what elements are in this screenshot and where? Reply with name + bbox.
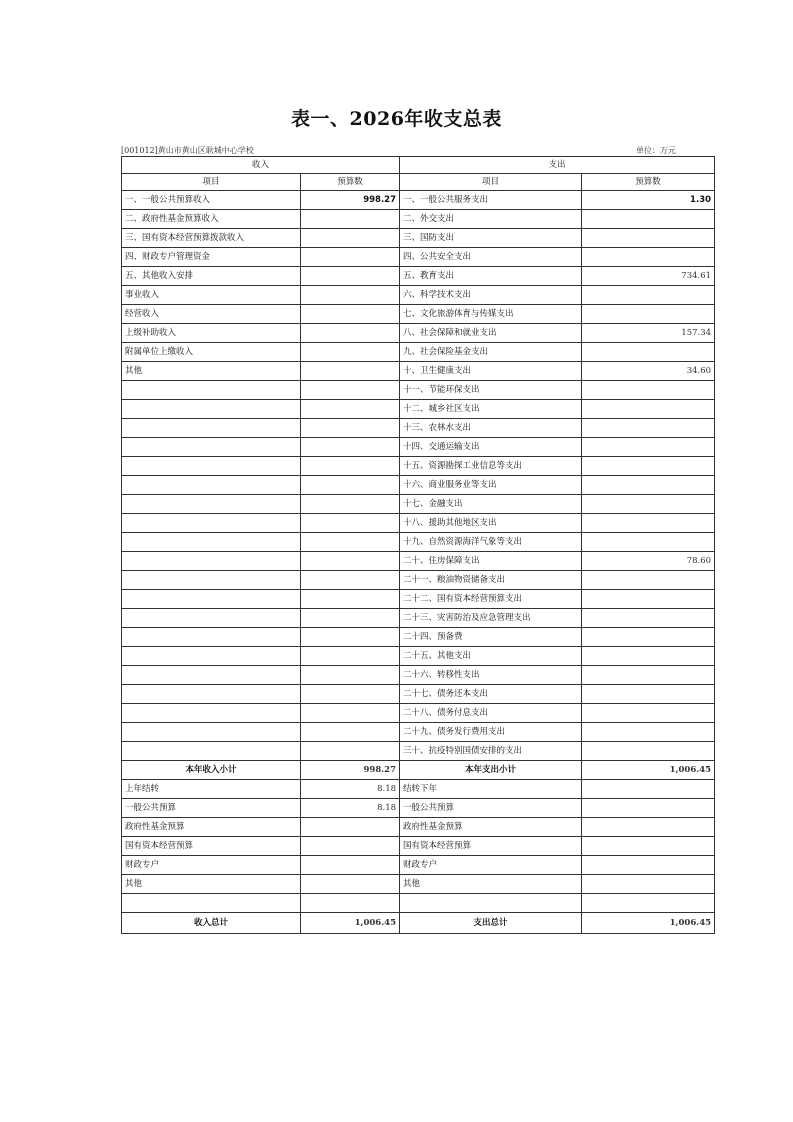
income-value-cell [301, 609, 400, 628]
income-item-cell: 一、一般公共预算收入 [122, 191, 301, 210]
expense-item-cell: 十六、商业服务业等支出 [400, 476, 582, 495]
income-carry-value [301, 818, 400, 837]
income-item-cell [122, 400, 301, 419]
expense-subtotal-label: 本年支出小计 [400, 761, 582, 780]
income-value-cell [301, 742, 400, 761]
table-row [122, 742, 715, 761]
income-value-cell [301, 267, 400, 286]
expense-item-cell: 二十六、转移性支出 [400, 666, 582, 685]
section-header-row [122, 157, 715, 174]
expense-value-cell [582, 419, 715, 438]
table-row [122, 419, 715, 438]
expense-item-cell: 五、教育支出 [400, 267, 582, 286]
income-value-cell: 998.27 [301, 191, 400, 210]
table-row [122, 704, 715, 723]
income-carry-value [301, 875, 400, 894]
expense-item-cell: 二十一、粮油物资储备支出 [400, 571, 582, 590]
expense-value-cell [582, 628, 715, 647]
organization-label: [001012]黄山市黄山区耿城中心学校 [121, 146, 254, 155]
income-item-cell [122, 571, 301, 590]
income-total-label: 收入总计 [122, 913, 301, 934]
expense-item-cell: 十八、援助其他地区支出 [400, 514, 582, 533]
income-item-cell [122, 495, 301, 514]
expense-value-cell [582, 381, 715, 400]
income-carry-value [301, 894, 400, 913]
income-budget-header: 预算数 [301, 174, 400, 191]
expense-value-cell [582, 248, 715, 267]
income-value-cell [301, 324, 400, 343]
table-row [122, 590, 715, 609]
expense-total-label: 支出总计 [400, 913, 582, 934]
income-item-cell [122, 514, 301, 533]
table-row [122, 685, 715, 704]
income-value-cell [301, 476, 400, 495]
expense-item-cell: 十五、资源勘探工业信息等支出 [400, 457, 582, 476]
income-value-cell [301, 723, 400, 742]
expense-total-value: 1,006.45 [582, 913, 715, 934]
income-value-cell [301, 685, 400, 704]
expense-carry-value [582, 818, 715, 837]
expense-value-cell [582, 343, 715, 362]
expense-carry-label [400, 894, 582, 913]
table-row [122, 381, 715, 400]
expense-carry-label: 其他 [400, 875, 582, 894]
table-row [122, 514, 715, 533]
income-subtotal-label: 本年收入小计 [122, 761, 301, 780]
income-item-cell [122, 647, 301, 666]
expense-item-cell: 二十、住房保障支出 [400, 552, 582, 571]
income-value-cell [301, 286, 400, 305]
expense-budget-header: 预算数 [582, 174, 715, 191]
income-carry-label [122, 894, 301, 913]
table-row [122, 818, 715, 837]
expense-value-cell [582, 742, 715, 761]
expense-item-cell: 二十三、灾害防治及应急管理支出 [400, 609, 582, 628]
income-item-cell [122, 685, 301, 704]
income-item-cell: 三、国有资本经营预算拨款收入 [122, 229, 301, 248]
income-item-cell [122, 381, 301, 400]
income-item-cell: 事业收入 [122, 286, 301, 305]
budget-summary-table [121, 156, 715, 934]
expense-item-cell: 七、文化旅游体育与传媒支出 [400, 305, 582, 324]
income-carry-label: 政府性基金预算 [122, 818, 301, 837]
expense-item-cell: 二十七、债务还本支出 [400, 685, 582, 704]
table-row [122, 400, 715, 419]
income-value-cell [301, 552, 400, 571]
income-value-cell [301, 305, 400, 324]
table-row [122, 229, 715, 248]
expense-value-cell: 78.60 [582, 552, 715, 571]
expense-carry-value [582, 875, 715, 894]
income-carry-label: 其他 [122, 875, 301, 894]
expense-carry-value [582, 799, 715, 818]
expense-carry-value [582, 856, 715, 875]
income-carry-value [301, 837, 400, 856]
expense-header: 支出 [400, 157, 715, 174]
income-item-cell: 二、政府性基金预算收入 [122, 210, 301, 229]
column-header-row [122, 174, 715, 191]
income-value-cell [301, 400, 400, 419]
income-item-cell: 五、其他收入安排 [122, 267, 301, 286]
expense-value-cell: 157.34 [582, 324, 715, 343]
income-carry-label: 上年结转 [122, 780, 301, 799]
table-row [122, 533, 715, 552]
table-row [122, 666, 715, 685]
expense-value-cell [582, 400, 715, 419]
table-row [122, 571, 715, 590]
income-value-cell [301, 362, 400, 381]
unit-label: 单位：万元 [636, 146, 676, 155]
expense-value-cell: 734.61 [582, 267, 715, 286]
expense-item-cell: 二十二、国有资本经营预算支出 [400, 590, 582, 609]
income-item-cell: 四、财政专户管理资金 [122, 248, 301, 267]
expense-value-cell [582, 685, 715, 704]
income-value-cell [301, 248, 400, 267]
expense-value-cell [582, 666, 715, 685]
income-item-cell [122, 457, 301, 476]
expense-item-cell: 十二、城乡社区支出 [400, 400, 582, 419]
income-item-cell [122, 476, 301, 495]
table-row [122, 191, 715, 210]
table-row [122, 761, 715, 780]
income-value-cell [301, 533, 400, 552]
income-value-cell [301, 704, 400, 723]
table-row [122, 647, 715, 666]
table-row [122, 343, 715, 362]
table-row [122, 248, 715, 267]
expense-carry-label: 国有资本经营预算 [400, 837, 582, 856]
income-item-cell [122, 628, 301, 647]
income-value-cell [301, 438, 400, 457]
table-row [122, 286, 715, 305]
table-row [122, 837, 715, 856]
expense-carry-label: 政府性基金预算 [400, 818, 582, 837]
income-item-cell [122, 742, 301, 761]
expense-carry-value [582, 894, 715, 913]
income-value-cell [301, 571, 400, 590]
expense-value-cell: 34.60 [582, 362, 715, 381]
table-row [122, 894, 715, 913]
expense-item-cell: 三、国防支出 [400, 229, 582, 248]
expense-value-cell [582, 723, 715, 742]
income-carry-value: 8.18 [301, 799, 400, 818]
income-value-cell [301, 457, 400, 476]
expense-value-cell [582, 571, 715, 590]
income-value-cell [301, 343, 400, 362]
expense-item-cell: 十四、交通运输支出 [400, 438, 582, 457]
income-item-cell [122, 590, 301, 609]
table-row [122, 780, 715, 799]
expense-value-cell [582, 476, 715, 495]
income-item-cell: 经营收入 [122, 305, 301, 324]
table-row [122, 723, 715, 742]
expense-item-cell: 三十、抗疫特别国债安排的支出 [400, 742, 582, 761]
income-value-cell [301, 419, 400, 438]
expense-item-cell: 十一、节能环保支出 [400, 381, 582, 400]
income-item-cell: 其他 [122, 362, 301, 381]
expense-value-cell [582, 438, 715, 457]
income-item-cell [122, 723, 301, 742]
income-item-cell [122, 552, 301, 571]
table-row [122, 552, 715, 571]
expense-value-cell [582, 533, 715, 552]
expense-item-cell: 八、社会保障和就业支出 [400, 324, 582, 343]
expense-item-cell: 二十九、债务发行费用支出 [400, 723, 582, 742]
expense-value-cell [582, 609, 715, 628]
page-title: 表一、2026年收支总表 [291, 108, 502, 130]
income-carry-value [301, 856, 400, 875]
income-carry-value: 8.18 [301, 780, 400, 799]
income-subtotal-value: 998.27 [301, 761, 400, 780]
table-row [122, 305, 715, 324]
expense-item-cell: 二、外交支出 [400, 210, 582, 229]
expense-carry-value [582, 780, 715, 799]
income-value-cell [301, 628, 400, 647]
income-item-cell [122, 438, 301, 457]
table-row [122, 267, 715, 286]
income-value-cell [301, 229, 400, 248]
expense-carry-label: 财政专户 [400, 856, 582, 875]
expense-item-cell: 十七、金融支出 [400, 495, 582, 514]
income-value-cell [301, 495, 400, 514]
expense-item-cell: 二十四、预备费 [400, 628, 582, 647]
expense-item-cell: 二十八、债务付息支出 [400, 704, 582, 723]
income-carry-label: 国有资本经营预算 [122, 837, 301, 856]
expense-item-cell: 六、科学技术支出 [400, 286, 582, 305]
table-row [122, 799, 715, 818]
expense-value-cell [582, 704, 715, 723]
table-row [122, 210, 715, 229]
expense-carry-label: 一般公共预算 [400, 799, 582, 818]
income-item-cell [122, 666, 301, 685]
expense-item-cell: 二十五、其他支出 [400, 647, 582, 666]
expense-item-cell: 九、社会保险基金支出 [400, 343, 582, 362]
table-row [122, 875, 715, 894]
expense-value-cell [582, 305, 715, 324]
expense-value-cell [582, 495, 715, 514]
table-row [122, 913, 715, 934]
expense-item-cell: 十三、农林水支出 [400, 419, 582, 438]
income-value-cell [301, 514, 400, 533]
expense-value-cell [582, 229, 715, 248]
income-item-cell [122, 609, 301, 628]
expense-value-cell [582, 210, 715, 229]
income-carry-label: 一般公共预算 [122, 799, 301, 818]
income-total-value: 1,006.45 [301, 913, 400, 934]
income-item-cell [122, 533, 301, 552]
expense-item-cell: 四、公共安全支出 [400, 248, 582, 267]
table-row [122, 438, 715, 457]
expense-value-cell [582, 286, 715, 305]
expense-carry-label: 结转下年 [400, 780, 582, 799]
income-value-cell [301, 590, 400, 609]
expense-subtotal-value: 1,006.45 [582, 761, 715, 780]
table-row [122, 856, 715, 875]
expense-item-cell: 一、一般公共服务支出 [400, 191, 582, 210]
income-value-cell [301, 666, 400, 685]
table-row [122, 609, 715, 628]
table-row [122, 324, 715, 343]
table-row [122, 628, 715, 647]
expense-item-cell: 十、卫生健康支出 [400, 362, 582, 381]
expense-value-cell: 1.30 [582, 191, 715, 210]
table-row [122, 495, 715, 514]
income-item-header: 项目 [122, 174, 301, 191]
income-value-cell [301, 647, 400, 666]
expense-value-cell [582, 457, 715, 476]
table-row [122, 457, 715, 476]
expense-carry-value [582, 837, 715, 856]
table-row [122, 476, 715, 495]
expense-item-cell: 十九、自然资源海洋气象等支出 [400, 533, 582, 552]
expense-value-cell [582, 514, 715, 533]
expense-value-cell [582, 590, 715, 609]
income-value-cell [301, 381, 400, 400]
table-row [122, 362, 715, 381]
income-item-cell [122, 704, 301, 723]
income-item-cell: 附属单位上缴收入 [122, 343, 301, 362]
expense-value-cell [582, 647, 715, 666]
expense-item-header: 项目 [400, 174, 582, 191]
income-item-cell [122, 419, 301, 438]
income-value-cell [301, 210, 400, 229]
income-header: 收入 [122, 157, 400, 174]
income-item-cell: 上级补助收入 [122, 324, 301, 343]
income-carry-label: 财政专户 [122, 856, 301, 875]
